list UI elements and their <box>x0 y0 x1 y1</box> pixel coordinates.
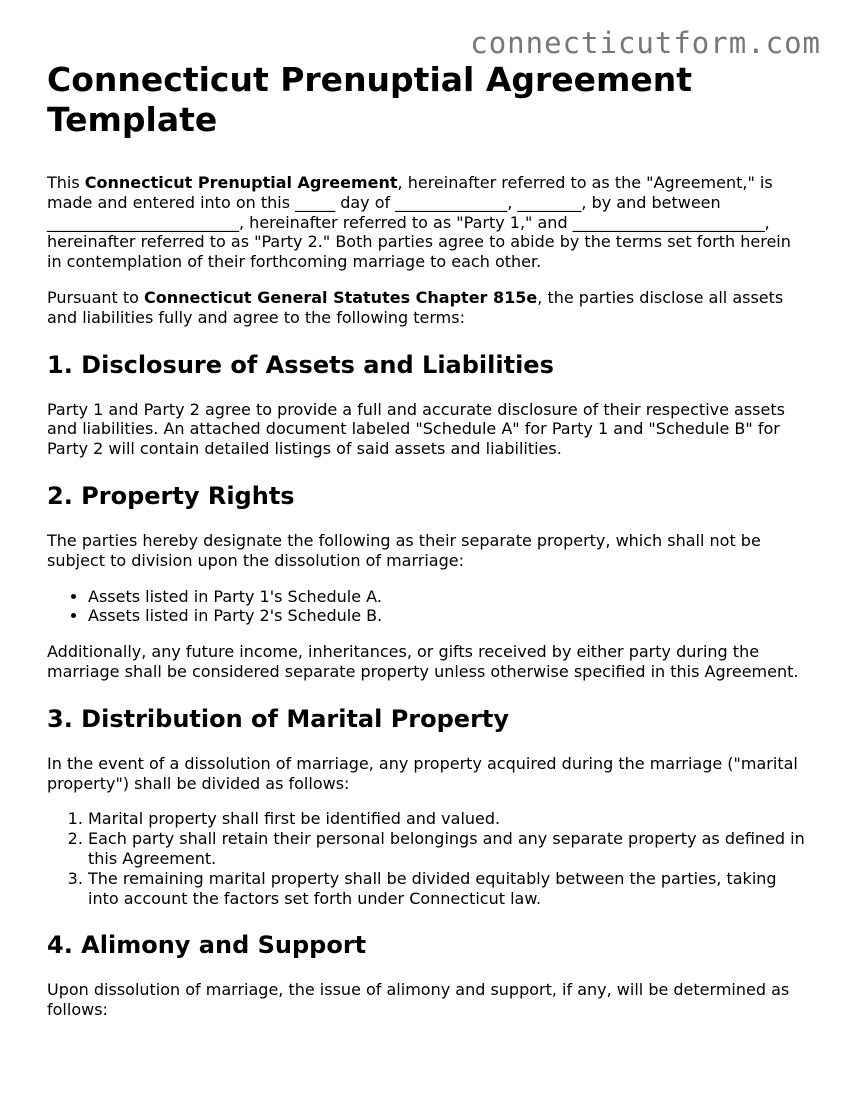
section-4-heading: 4. Alimony and Support <box>47 931 367 960</box>
list-item: • Assets listed in Party 2's Schedule B. <box>88 606 807 626</box>
agreement-name: Connecticut Prenuptial Agreement <box>84 173 398 192</box>
statute-paragraph <box>47 288 807 328</box>
document-page <box>47 60 807 1036</box>
list-item: 3. The remaining marital property shall be divided equitably between the parties, taking into account the factors set forth under Connecticut law. <box>88 869 807 909</box>
section-2-text: The parties hereby designate the following as their separate property, which shall not be subject to division upon the dissolution of marriage: <box>47 530 761 570</box>
list-item: 1. Marital property shall first be identified and valued. <box>88 809 807 829</box>
site-watermark: connecticutform.com <box>470 26 821 60</box>
intro-paragraph <box>47 173 807 272</box>
section-1-text: Party 1 and Party 2 agree to provide a full and accurate disclosure of their respective assets and liabilities. An attached document labeled "Schedule A" for Party 1 and "Schedule B" for Party 2 will contain detailed listings of said assets and liabilities. <box>47 399 785 459</box>
separate-property-list <box>47 587 807 627</box>
intro-text-post: , hereinafter referred to as the "Agreement," is made and entered into on this _____ day of ______________, ________, by and between ________________________, hereinafter referred to as "Party 1," and ________________________, hereinafter referred to as "Party 2." Both parties agree to abide by the terms set forth herein in contemplation of their forthcoming marriage to each other. <box>47 173 791 272</box>
section-3-heading: 3. Distribution of Marital Property <box>47 704 510 733</box>
section-3-text: In the event of a dissolution of marriage, any property acquired during the marriage ("marital property") shall be divided as follows: <box>47 753 798 793</box>
statute-name: Connecticut General Statutes Chapter 815e <box>144 287 538 307</box>
intro-text-pre: This <box>47 173 85 192</box>
statute-text-pre: Pursuant to <box>47 287 145 307</box>
section-2-heading: 2. Property Rights <box>47 481 295 510</box>
distribution-steps-list <box>47 809 807 908</box>
list-item: 2. Each party shall retain their personal belongings and any separate property as defined in this Agreement. <box>88 829 807 869</box>
section-2-additional-text: Additionally, any future income, inheritances, or gifts received by either party during the marriage shall be considered separate property unless otherwise specified in this Agreement. <box>47 642 799 681</box>
page-title: Connecticut Prenuptial Agreement Template <box>47 60 693 139</box>
section-4-text: Upon dissolution of marriage, the issue of alimony and support, if any, will be determined as follows: <box>47 980 790 1020</box>
list-item: • Assets listed in Party 1's Schedule A. <box>88 587 807 607</box>
statute-text-post: , the parties disclose all assets and liabilities fully and agree to the following terms: <box>47 287 784 327</box>
section-1-heading: 1. Disclosure of Assets and Liabilities <box>47 350 554 379</box>
